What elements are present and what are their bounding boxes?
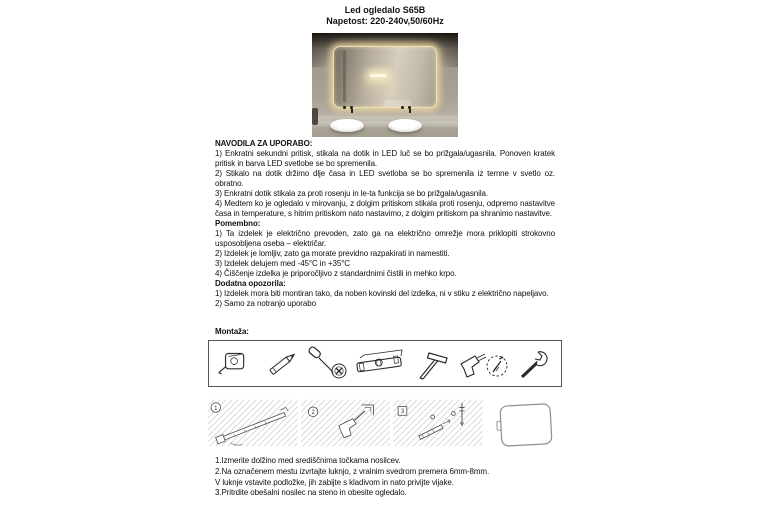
faucet-spout (351, 109, 353, 113)
step-number: 2 (311, 410, 315, 417)
product-photo (312, 33, 458, 137)
usage-item: 3) Enkratni dotik stikala za proti rosenju in le-ta funkcija se bo prižgala/ugasnila. (215, 189, 488, 198)
screwdriver-and-screw-icon (305, 346, 351, 382)
mirror-reflection-corner (343, 50, 346, 102)
instruction-line: 2.Na označenem mestu izvrtajte luknjo, z vralnim svedrom premera 6mm-8mm. (215, 466, 490, 476)
important-item: 3) Izdelek delujem med -45°C in +35°C (215, 259, 350, 268)
voltage-subtitle: Napetost: 220-240v,50/60Hz (326, 16, 444, 26)
instruction-line: V luknje vstavite podložke, jih zabijte s kladivom in nato privijte vijake. (215, 477, 454, 487)
step-number: 3 (401, 409, 405, 416)
led-mirror (333, 46, 437, 108)
wrench-icon (514, 346, 554, 382)
installation-steps (208, 396, 555, 450)
dark-object (312, 108, 318, 125)
warning-item: 1) Izdelek mora biti montiran tako, da noben kovinski del izdelka, ni v stiku z električno napeljavo. (215, 289, 549, 298)
manual-content (215, 5, 555, 499)
left-sink (330, 119, 364, 132)
instruction-line: 3.Pritrdite obešalni nosilec na steno in obesite ogledalo. (215, 488, 407, 498)
right-sink (388, 119, 422, 132)
spirit-level-icon (354, 346, 404, 382)
page-title: Led ogledalo S65B (344, 5, 426, 15)
faucet-handle (401, 106, 404, 109)
instruction-line: 1.Izmerite dolžino med središčnima točkama nosilcev. (215, 456, 401, 465)
tools-box (208, 340, 562, 387)
usage-item: 1) Enkratni sekundni pritisk, stikala na dotik in LED luč se bo prižgala/ugasnila. Ponoven kratek pritisk in barva LED svetlobe se bo spremenila. (215, 149, 555, 168)
tape-measure-icon (216, 346, 258, 382)
faucet-spout (409, 109, 411, 113)
usage-item: 2) Stikalo na dotik držimo dlje časa in LED svetloba se bo spremenila iz temne v svetlo oz. obratno. (215, 169, 555, 188)
wall-lamp-reflection (370, 74, 386, 77)
warning-item: 2) Samo za notranjo uporabo (215, 299, 316, 308)
step-2-drill-illustration (301, 396, 391, 450)
usage-item: 4) Medtem ko je ogledalo v mirovanju, z dolgim pritiskom stikala proti rosenju, odpremo nastavitve časa in temperature, s hitrim pritiskom nato nastavimo, z dolgim pritiskom pa shranimo nastavitve. (215, 199, 555, 218)
drill-with-bit-icon (455, 346, 511, 382)
montage-heading: Montaža: (215, 327, 249, 336)
section-warnings (215, 279, 555, 309)
step-3-screws-illustration (393, 396, 483, 450)
mirror-outline-drawing (495, 402, 555, 450)
hammer-icon (407, 346, 453, 382)
mirror-back-outline (495, 402, 555, 450)
montage-instructions (215, 456, 555, 499)
right-faucet (401, 106, 413, 110)
section-montage (215, 327, 555, 499)
usage-heading: NAVODILA ZA UPORABO: (215, 139, 313, 148)
section-important (215, 219, 555, 279)
warnings-heading: Dodatna opozorila: (215, 279, 286, 288)
left-faucet (343, 106, 355, 110)
step-1-measure-illustration (208, 396, 298, 450)
section-usage (215, 139, 555, 219)
faucet-handle (343, 106, 346, 109)
important-item: 4) Čiščenje izdelka je priporočljivo z standardnimi čistili in mehko krpo. (215, 269, 457, 278)
step-number: 1 (214, 405, 218, 412)
important-heading: Pomembno: (215, 219, 261, 228)
important-item: 2) Izdelek je lomljiv, zato ga morate previdno razpakirati in namestiti. (215, 249, 450, 258)
pencil-icon (261, 346, 303, 382)
important-item: 1) Ta izdelek je električno prevoden, zato ga na električno omrežje mora priklopiti strokovno usposobljena oseba – električar. (215, 229, 555, 248)
